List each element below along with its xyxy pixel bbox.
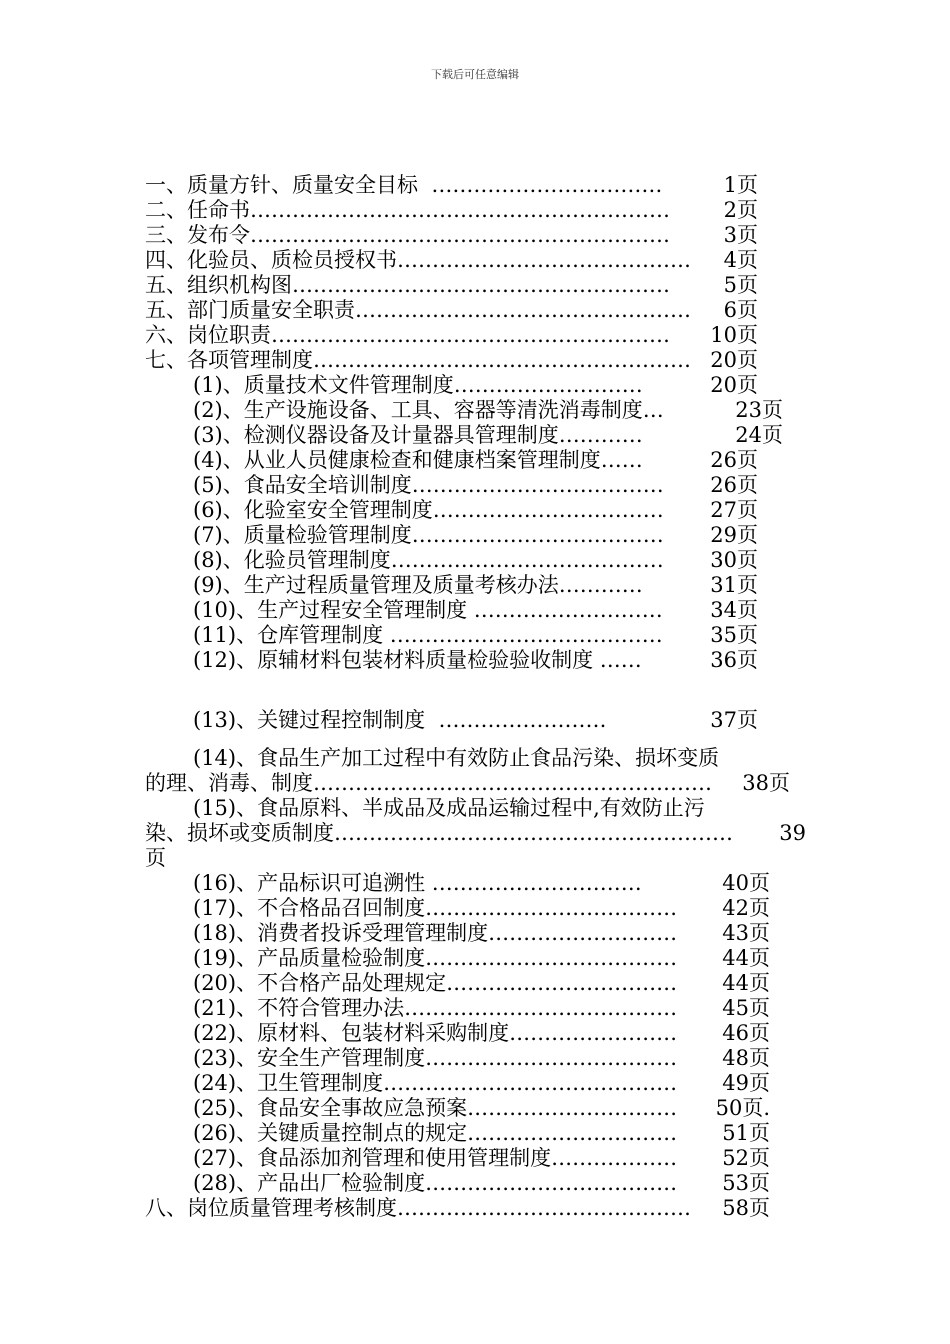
toc-page-number: 44页 — [722, 971, 770, 995]
toc-entry-title: (1)、质量技术文件管理制度……………………… — [193, 373, 643, 397]
toc-entry — [0, 1046, 950, 1071]
toc-page-number: 37页 — [710, 708, 758, 732]
toc-entry — [0, 323, 950, 348]
toc-entry-title: (16)、产品标识可追溯性 ………………………… — [193, 871, 642, 895]
toc-entry — [0, 273, 950, 298]
toc-entry — [0, 648, 950, 673]
toc-entry — [0, 523, 950, 548]
toc-page-number: 2页 — [723, 198, 758, 222]
toc-entry — [0, 921, 950, 946]
toc-entry-title: (2)、生产设施设备、工具、容器等清洗消毒制度… — [193, 398, 664, 422]
toc-entry — [0, 173, 950, 198]
toc-entry-title: 一、质量方针、质量安全目标 …………………………… — [145, 173, 663, 197]
toc-entry — [0, 1071, 950, 1096]
toc-entry-title: (23)、安全生产管理制度……………………………… — [193, 1046, 678, 1070]
toc-entry-title: (12)、原辅材料包装材料质量检验验收制度 …… — [193, 648, 642, 672]
toc-entry-title: 五、部门质量安全职责………………………………………… — [145, 298, 691, 322]
toc-entry-title: (14)、食品生产加工过程中有效防止食品污染、损坏变质 — [193, 746, 720, 770]
toc-entry — [0, 771, 950, 796]
toc-entry — [0, 198, 950, 223]
toc-entry-title: (25)、食品安全事故应急预案………………………… — [193, 1096, 678, 1120]
toc-page-number: 58页 — [722, 1196, 770, 1220]
toc-entry — [0, 423, 950, 448]
toc-page-number: 46页 — [722, 1021, 770, 1045]
toc-page-number: 48页 — [722, 1046, 770, 1070]
toc-entry — [0, 1021, 950, 1046]
toc-entry — [0, 248, 950, 273]
toc-entry — [0, 348, 950, 373]
toc-entry-title: 的理、消毒、制度………………………………………………… — [145, 771, 712, 795]
toc-entry — [0, 1096, 950, 1121]
page-header: 下载后可任意编辑 — [431, 68, 519, 81]
toc-entry-title: (21)、不符合管理办法………………………………… — [193, 996, 678, 1020]
toc-entry-title: (5)、食品安全培训制度……………………………… — [193, 473, 664, 497]
toc-entry-title: (22)、原材料、包装材料采购制度…………………… — [193, 1021, 678, 1045]
toc-page-number: 35页 — [710, 623, 758, 647]
toc-page-number: 36页 — [710, 648, 758, 672]
toc-page-number: 4页 — [723, 248, 758, 272]
toc-entry-title: (18)、消费者投诉受理管理制度……………………… — [193, 921, 678, 945]
toc-entry-title: (24)、卫生管理制度…………………………………… — [193, 1071, 678, 1095]
toc-page-number: 51页 — [722, 1121, 770, 1145]
toc-page-number: 26页 — [710, 448, 758, 472]
toc-entry-title: 四、化验员、质检员授权书…………………………………… — [145, 248, 691, 272]
toc-entry — [0, 708, 950, 733]
toc-entry-title: 七、各项管理制度……………………………………………… — [145, 348, 691, 372]
toc-entry — [0, 298, 950, 323]
toc-page-number: 6页 — [723, 298, 758, 322]
toc-entry-title: (9)、生产过程质量管理及质量考核办法………… — [193, 573, 643, 597]
toc-entry-title: (11)、仓库管理制度 ………………………………… — [193, 623, 663, 647]
toc-page-number: 38页 — [742, 771, 790, 795]
toc-page-number: 24页 — [735, 423, 783, 447]
toc-page-number: 23页 — [735, 398, 783, 422]
toc-page-number: 39 — [779, 821, 806, 845]
toc-page-number: 20页 — [710, 373, 758, 397]
toc-page-number: 52页 — [722, 1146, 770, 1170]
toc-page-number: 1页 — [723, 173, 758, 197]
toc-entry — [0, 573, 950, 598]
toc-entry-title: 页 — [145, 846, 166, 870]
toc-entry-title: (7)、质量检验管理制度……………………………… — [193, 523, 664, 547]
toc-entry-title: (6)、化验室安全管理制度…………………………… — [193, 498, 664, 522]
toc-entry — [0, 996, 950, 1021]
toc-entry-title: 五、组织机构图……………………………………………… — [145, 273, 670, 297]
toc-page-number: 30页 — [710, 548, 758, 572]
toc-entry — [0, 946, 950, 971]
toc-page-number: 53页 — [722, 1171, 770, 1195]
toc-entry — [0, 1121, 950, 1146]
toc-entry — [0, 746, 950, 771]
toc-entry — [0, 896, 950, 921]
toc-entry-title: (3)、检测仪器设备及计量器具管理制度………… — [193, 423, 643, 447]
toc-page-number: 43页 — [722, 921, 770, 945]
toc-entry-title: (26)、关键质量控制点的规定………………………… — [193, 1121, 678, 1145]
toc-page-number: 27页 — [710, 498, 758, 522]
toc-page-number: 44页 — [722, 946, 770, 970]
toc-page-number: 3页 — [723, 223, 758, 247]
toc-page-number: 20页 — [710, 348, 758, 372]
toc-entry-title: (27)、食品添加剂管理和使用管理制度……………… — [193, 1146, 678, 1170]
toc-page-number: 31页 — [710, 573, 758, 597]
toc-page-number: 49页 — [722, 1071, 770, 1095]
toc-entry — [0, 398, 950, 423]
toc-entry-title: (10)、生产过程安全管理制度 ……………………… — [193, 598, 663, 622]
toc-entry — [0, 1171, 950, 1196]
toc-entry — [0, 821, 950, 846]
toc-page-number: 40页 — [722, 871, 770, 895]
toc-entry-title: (13)、关键过程控制制度 …………………… — [193, 708, 607, 732]
toc-entry-title: (20)、不合格产品处理规定…………………………… — [193, 971, 678, 995]
toc-entry — [0, 971, 950, 996]
toc-entry-title: (28)、产品出厂检验制度……………………………… — [193, 1171, 678, 1195]
toc-entry — [0, 846, 950, 871]
toc-page-number: 26页 — [710, 473, 758, 497]
toc-page-number: 34页 — [710, 598, 758, 622]
toc-entry-title: 染、损坏或变质制度………………………………………………… — [145, 821, 733, 845]
toc-entry-title: 二、任命书…………………………………………………… — [145, 198, 670, 222]
toc-page-number: 45页 — [722, 996, 770, 1020]
toc-entry — [0, 548, 950, 573]
toc-entry-title: (17)、不合格品召回制度……………………………… — [193, 896, 678, 920]
toc-entry-title: (15)、食品原料、半成品及成品运输过程中,有效防止污 — [193, 796, 705, 820]
toc-entry-title: (4)、从业人员健康检查和健康档案管理制度…… — [193, 448, 643, 472]
toc-entry — [0, 448, 950, 473]
toc-entry — [0, 598, 950, 623]
toc-page-number: 10页 — [710, 323, 758, 347]
toc-page-number: 50页. — [715, 1096, 770, 1120]
toc-entry — [0, 223, 950, 248]
toc-entry — [0, 373, 950, 398]
toc-entry-title: (8)、化验员管理制度………………………………… — [193, 548, 664, 572]
toc-entry-title: 六、岗位职责………………………………………………… — [145, 323, 670, 347]
toc-entry — [0, 1196, 950, 1221]
toc-entry-title: (19)、产品质量检验制度……………………………… — [193, 946, 678, 970]
toc-page-number: 5页 — [723, 273, 758, 297]
toc-entry — [0, 473, 950, 498]
toc-entry-title: 三、发布令…………………………………………………… — [145, 223, 670, 247]
toc-page-number: 29页 — [710, 523, 758, 547]
toc-entry — [0, 796, 950, 821]
toc-entry — [0, 871, 950, 896]
toc-page-number: 42页 — [722, 896, 770, 920]
toc-entry — [0, 623, 950, 648]
toc-entry — [0, 1146, 950, 1171]
toc-entry — [0, 498, 950, 523]
toc-entry-title: 八、岗位质量管理考核制度…………………………………… — [145, 1196, 691, 1220]
